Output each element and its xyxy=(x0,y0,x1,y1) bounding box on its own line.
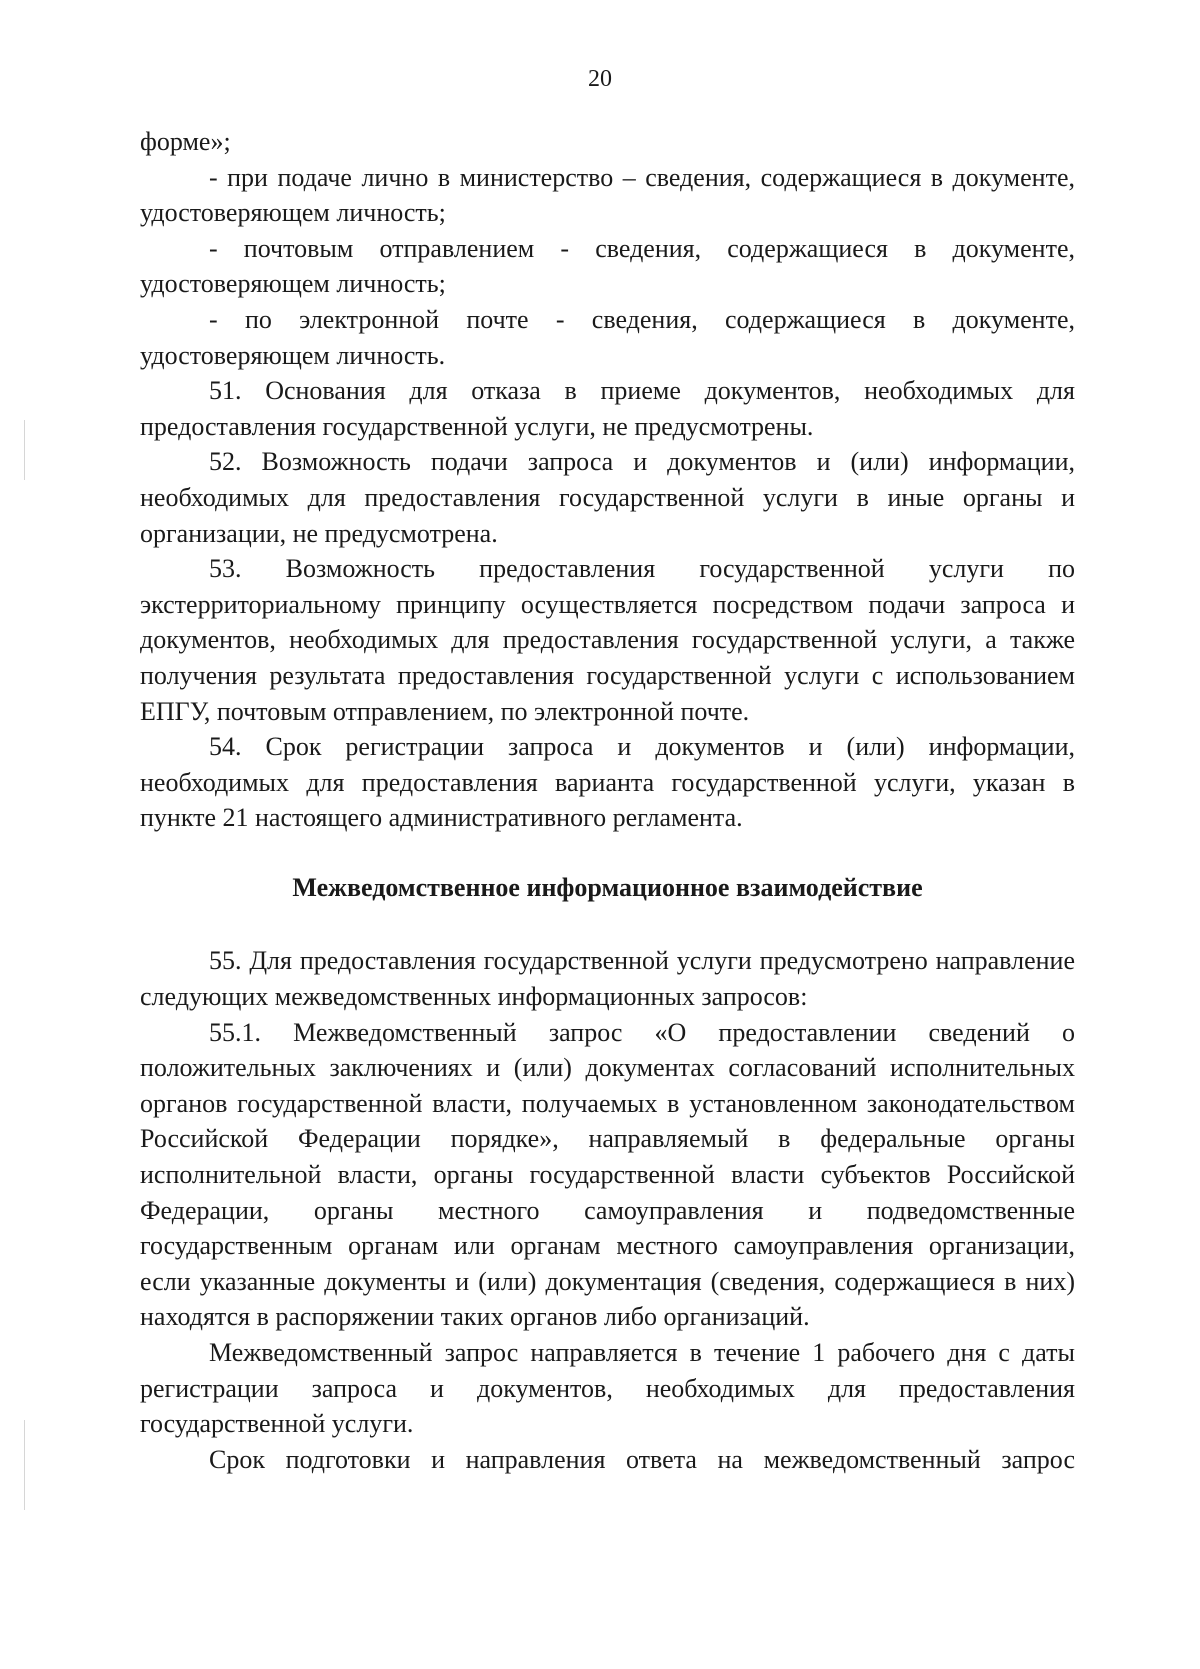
paragraph-55-1: 55.1. Межведомственный запрос «О предоставлении сведений о положительных заключениях и (или) документах согласований исполнительных органов государственной власти, получаемых в установленном законодательством Российской Федерации порядке», направляемый в федеральные органы исполнительной власти, органы государственной власти субъектов Российской Федерации, органы местного самоуправления и подведомственные государственным органам или органам местного самоуправления организации, если указанные документы и (или) документация (сведения, содержащиеся в них) находятся в распоряжении таких органов либо организаций. xyxy=(140,1017,1075,1332)
paragraph-53: 53. Возможность предоставления государственной услуги по экстерриториальному принципу осуществляется посредством подачи запроса и документов, необходимых для предоставления государственной услуги, а также получения результата предоставления государственной услуги с использованием ЕПГУ, почтовым отправлением, по электронной почте. xyxy=(140,554,1075,726)
paragraph-51: 51. Основания для отказа в приеме документов, необходимых для предоставления государственной услуги, не предусмотрены. xyxy=(140,376,1075,441)
paragraph-55: 55. Для предоставления государственной услуги предусмотрено направление следующих межведомственных информационных запросов: xyxy=(140,946,1075,1012)
paragraph-response-deadline: Срок подготовки и направления ответа на межведомственный запрос xyxy=(209,1444,1075,1474)
paragraph-request-deadline: Межведомственный запрос направляется в течение 1 рабочего дня с даты регистрации запроса и документов, необходимых для предоставления государственной услуги. xyxy=(140,1338,1075,1439)
section-heading: Межведомственное информационное взаимодействие xyxy=(292,872,923,902)
scan-margin-mark xyxy=(24,420,25,480)
paragraph-52: 52. Возможность подачи запроса и документов и (или) информации, необходимых для предоставления государственной услуги в иные органы и организации, не предусмотрена. xyxy=(140,447,1075,548)
paragraph-list-item: - почтовым отправлением - сведения, содержащиеся в документе, удостоверяющем личность; xyxy=(140,233,1075,299)
page-number: 20 xyxy=(588,66,612,92)
paragraph-list-item: - при подаче лично в министерство – сведения, содержащиеся в документе, удостоверяющем личность; xyxy=(140,162,1075,228)
paragraph-continuation: форме»; xyxy=(140,127,231,156)
scan-margin-mark xyxy=(24,1420,25,1510)
paragraph-54: 54. Срок регистрации запроса и документов и (или) информации, необходимых для предоставления варианта государственной услуги, указан в пункте 21 настоящего административного регламента. xyxy=(140,732,1075,833)
document-body xyxy=(140,124,1075,1477)
paragraph-list-item: - по электронной почте - сведения, содержащиеся в документе, удостоверяющем личность. xyxy=(140,304,1075,370)
